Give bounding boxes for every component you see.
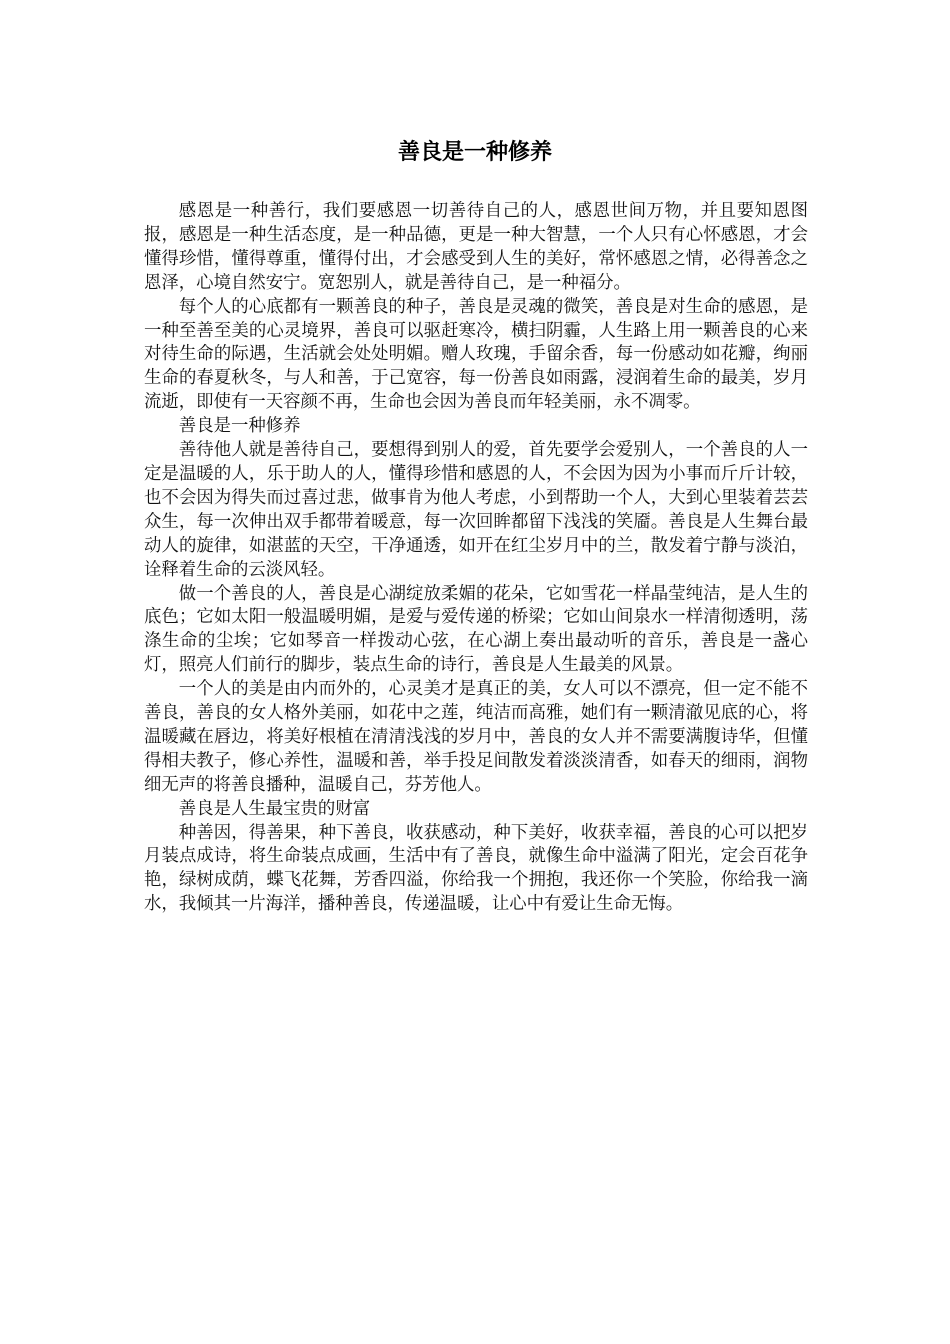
- paragraph: 种善因，得善果，种下善良，收获感动，种下美好，收获幸福，善良的心可以把岁月装点成诗，将生命装点成画，生活中有了善良，就像生命中溢满了阳光，定会百花争艳，绿树成荫，蝶飞花舞，芳香四溢，你给我一个拥抱，我还你一个笑脸，你给我一滴水，我倾其一片海洋，播种善良，传递温暖，让心中有爱让生命无悔。: [144, 822, 808, 915]
- section-heading: 善良是一种修养: [178, 416, 301, 437]
- section-heading: 善良是人生最宝贵的财富: [178, 798, 371, 819]
- paragraph: 善待他人就是善待自己，要想得到别人的爱，首先要学会爱别人，一个善良的人一定是温暖的人，乐于助人的人，懂得珍惜和感恩的人，不会因为因为小事而斤斤计较，也不会因为得失而过喜过悲，做事肯为他人考虑，小到帮助一个人，大到心里装着芸芸众生，每一次伸出双手都带着暖意，每一次回眸都留下浅浅的笑靥。善良是人生舞台最动人的旋律，如湛蓝的天空，干净通透，如开在红尘岁月中的兰，散发着宁静与淡泊，诠释着生命的云淡风轻。: [144, 440, 808, 580]
- document-title: 善良是一种修养: [397, 140, 552, 165]
- paragraph: 一个人的美是由内而外的，心灵美才是真正的美，女人可以不漂亮，但一定不能不善良，善良的女人格外美丽，如花中之莲，纯洁而高雅，她们有一颗清澈见底的心，将温暖藏在唇边，将美好根植在清清浅浅的岁月中，善良的女人并不需要满腹诗华，但懂得相夫教子，修心养性，温暖和善，举手投足间散发着淡淡清香，如春天的细雨，润物细无声的将善良播种，温暖自己，芬芳他人。: [144, 679, 808, 795]
- document-body: [144, 200, 808, 917]
- paragraph: 每个人的心底都有一颗善良的种子，善良是灵魂的微笑，善良是对生命的感恩，是一种至善至美的心灵境界，善良可以驱赶寒冷，横扫阴霾，人生路上用一颗善良的心来对待生命的际遇，生活就会处处明媚。赠人玫瑰，手留余香，每一份感动如花瓣，绚丽生命的春夏秋冬，与人和善，于己宽容，每一份善良如雨露，浸润着生命的最美，岁月流逝，即使有一天容颜不再，生命也会因为善良而年轻美丽，永不凋零。: [144, 296, 808, 413]
- paragraph: 感恩是一种善行，我们要感恩一切善待自己的人，感恩世间万物，并且要知恩图报，感恩是一种生活态度，是一种品德，更是一种大智慧，一个人只有心怀感恩，才会懂得珍惜，懂得尊重，懂得付出，才会感受到人生的美好，常怀感恩之情，必得善念之恩泽，心境自然安宁。宽恕别人，就是善待自己，是一种福分。: [144, 201, 808, 293]
- paragraph: 做一个善良的人，善良是心湖绽放柔媚的花朵，它如雪花一样晶莹纯洁，是人生的底色；它如太阳一般温暖明媚，是爱与爱传递的桥梁；它如山间泉水一样清彻透明，荡涤生命的尘埃；它如琴音一样拨动心弦，在心湖上奏出最动听的音乐，善良是一盏心灯，照亮人们前行的脚步，装点生命的诗行，善良是人生最美的风景。: [144, 583, 808, 676]
